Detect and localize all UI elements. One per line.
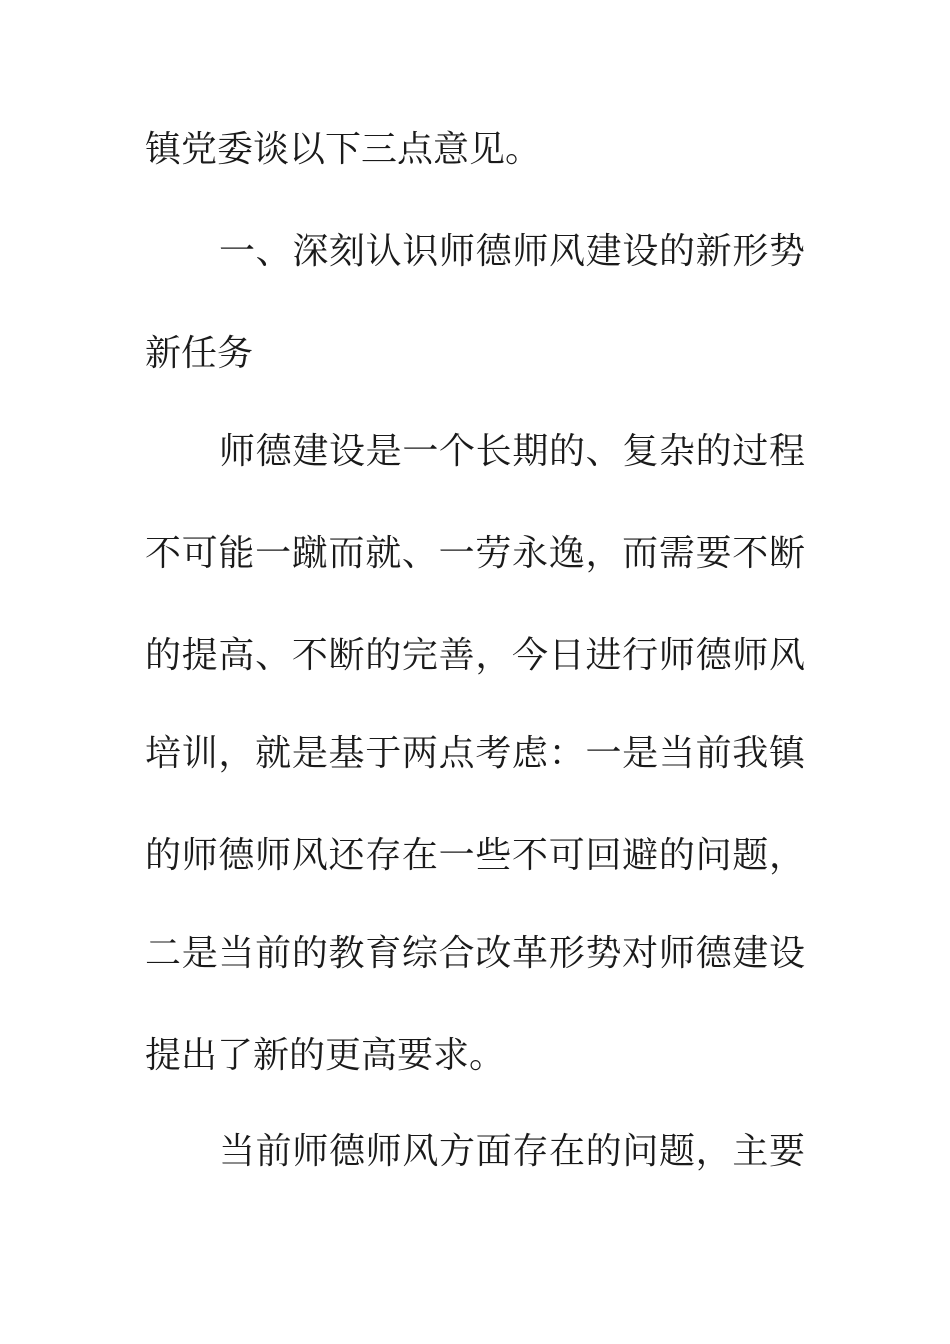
paragraph-line: 提出了新的更高要求。 bbox=[145, 1035, 506, 1076]
section-heading-line: 新任务 bbox=[145, 333, 254, 374]
paragraph-line: 的提高、不断的完善，今日进行师德师风 bbox=[145, 635, 805, 676]
paragraph-line: 的师德师风还存在一些不可回避的问题， bbox=[145, 835, 805, 876]
paragraph-line: 不可能一蹴而就、一劳永逸，而需要不断 bbox=[145, 533, 805, 574]
paragraph-line: 当前师德师风方面存在的问题，主要 bbox=[219, 1131, 805, 1172]
section-heading-line: 一、深刻认识师德师风建设的新形势 bbox=[219, 231, 805, 272]
paragraph-line: 师德建设是一个长期的、复杂的过程 bbox=[219, 431, 805, 472]
paragraph-line: 培训，就是基于两点考虑：一是当前我镇 bbox=[145, 733, 805, 774]
paragraph-line: 二是当前的教育综合改革形势对师德建设 bbox=[145, 933, 805, 974]
paragraph-line: 镇党委谈以下三点意见。 bbox=[145, 129, 542, 170]
